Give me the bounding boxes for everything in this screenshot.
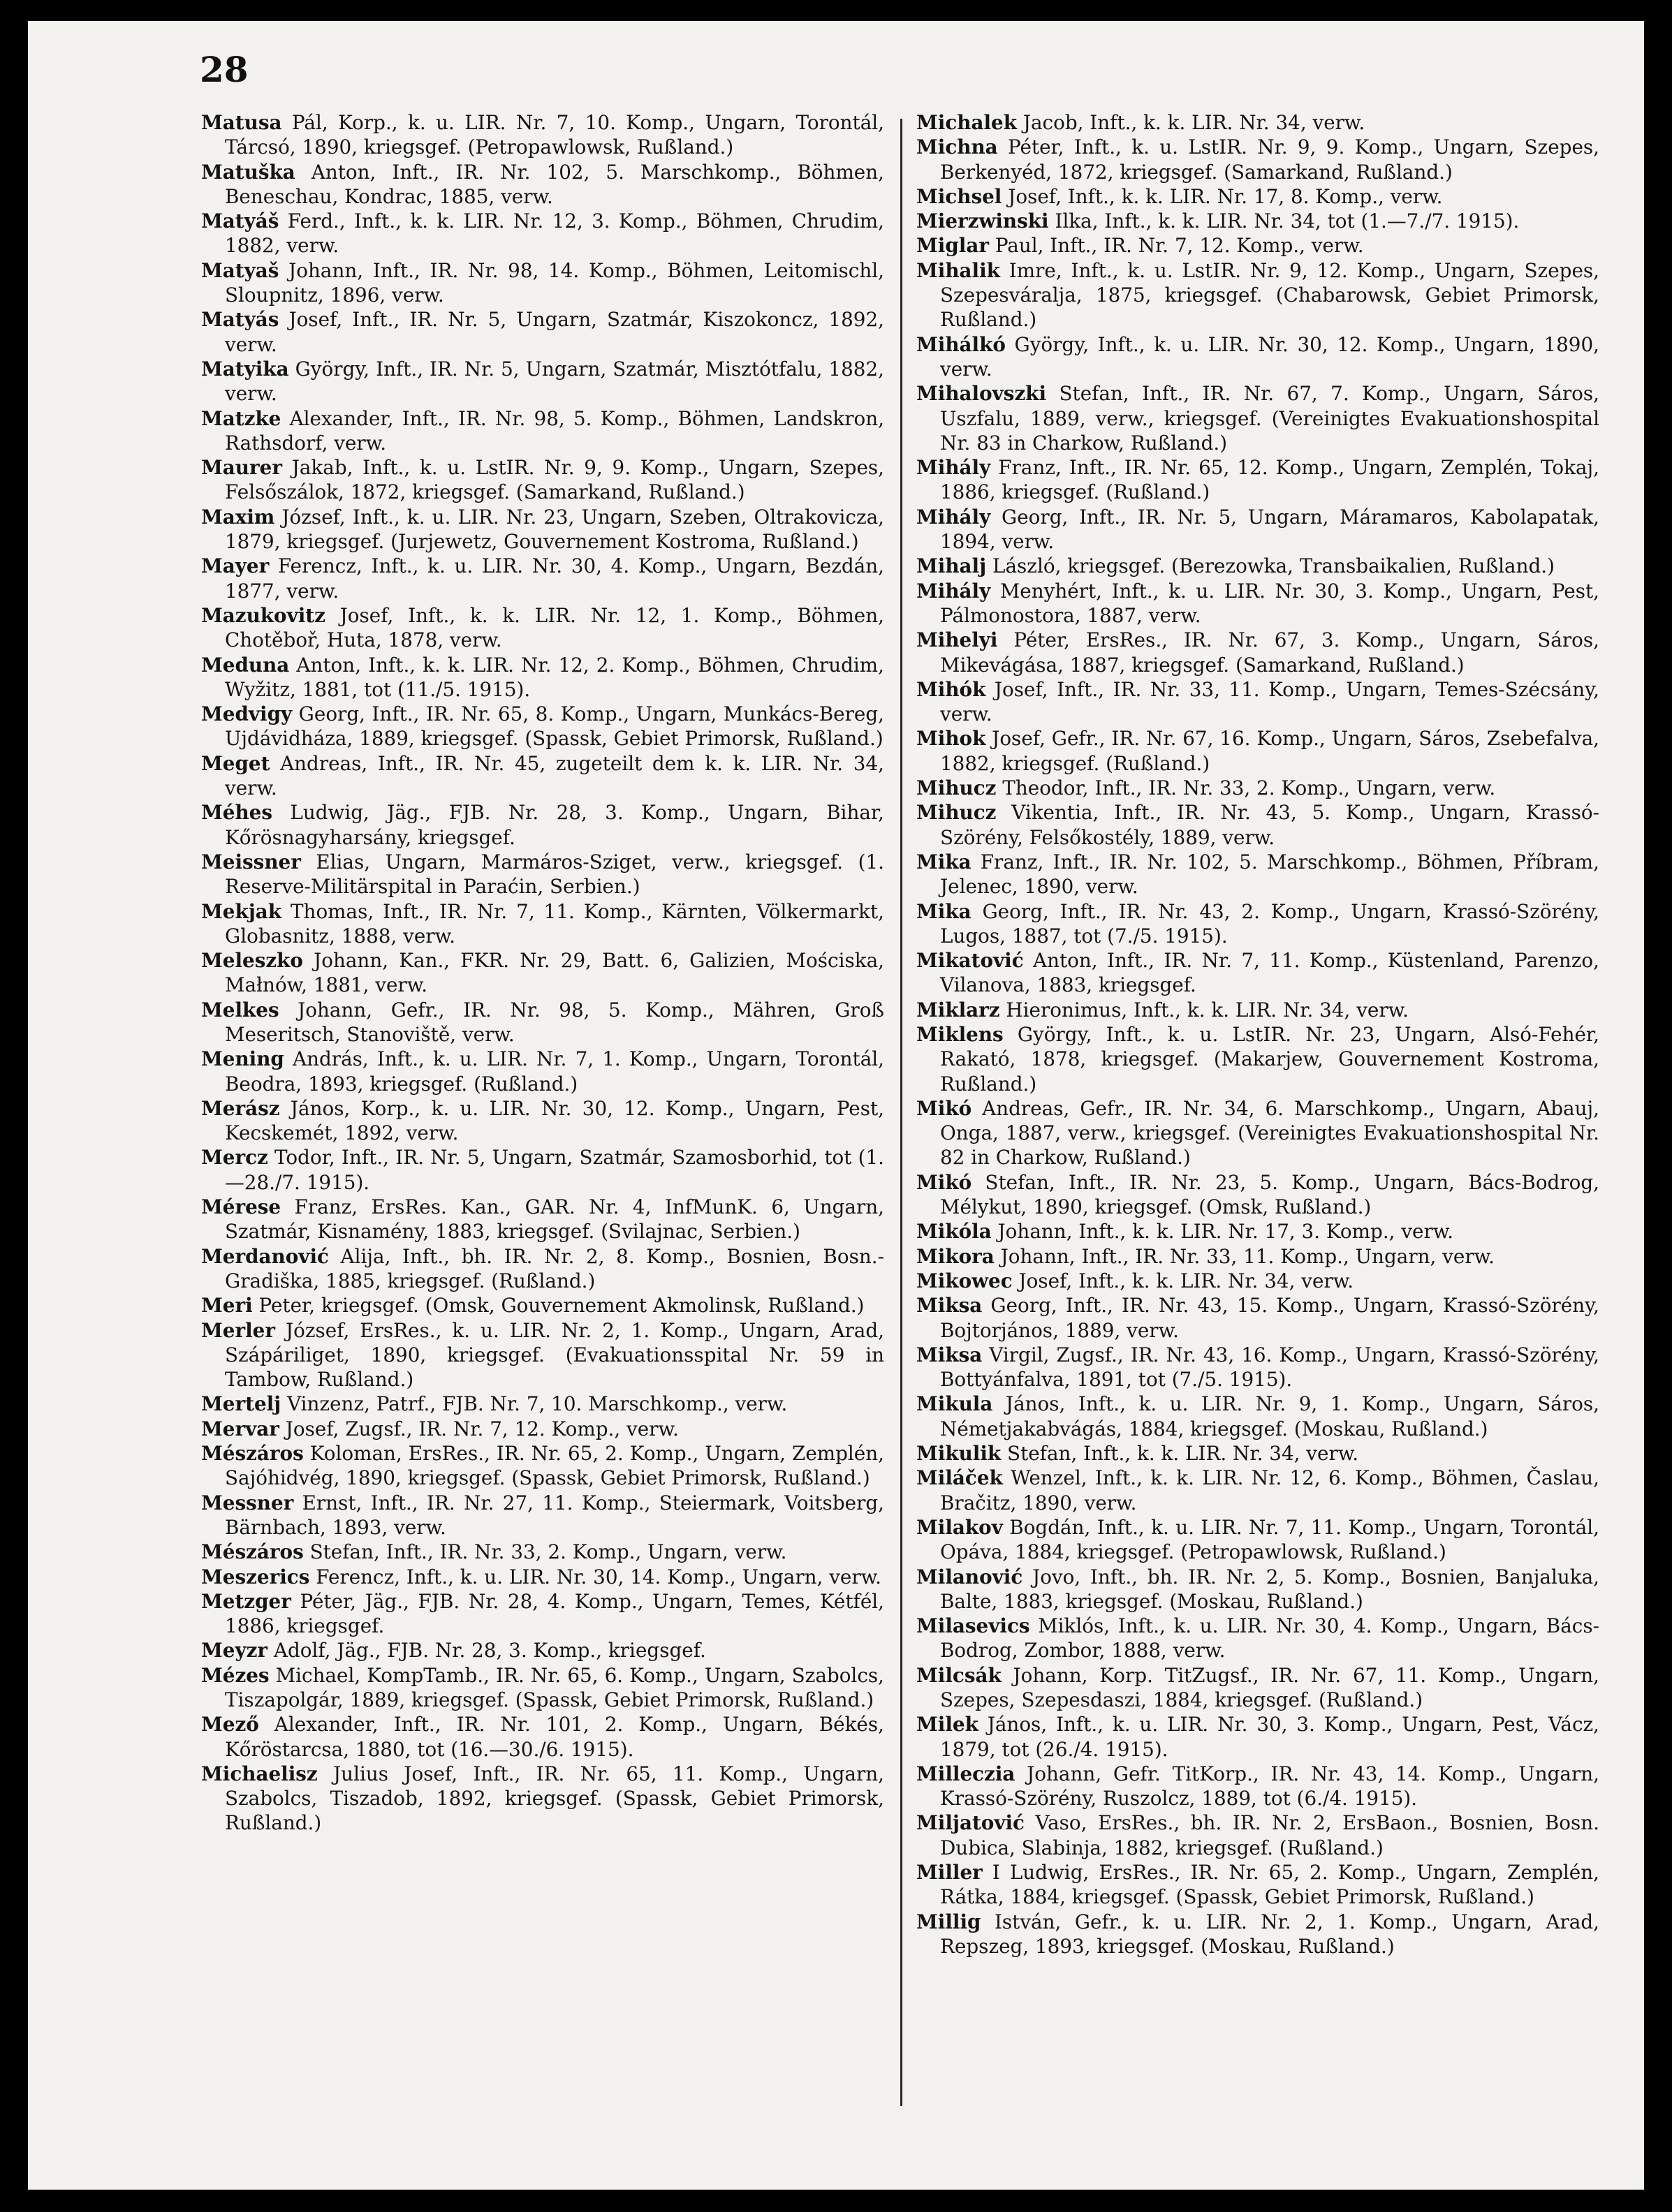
entry-surname: Miksa — [916, 1294, 983, 1318]
entry-details: Johann, Kan., FKR. Nr. 29, Batt. 6, Galizien, Mościska, Małnów, 1881, verw. — [225, 949, 884, 997]
casualty-entry — [201, 1145, 884, 1195]
entry-details: Josef, Inft., k. k. LIR. Nr. 34, verw. — [1012, 1269, 1354, 1292]
casualty-entry — [916, 1860, 1599, 1910]
entry-details: Josef, Inft., k. k. LIR. Nr. 17, 8. Komp., verw. — [1002, 184, 1443, 208]
entry-details: Péter, Inft., k. u. LstIR. Nr. 9, 9. Komp., Ungarn, Szepes, Berkenyéd, 1872, kriegsgef. (Samarkand, Rußland.) — [940, 135, 1599, 184]
entry-details: Franz, Inft., IR. Nr. 65, 12. Komp., Ungarn, Zemplén, Tokaj, 1886, kriegsgef. (Rußland.) — [940, 456, 1599, 504]
entry-details: Paul, Inft., IR. Nr. 7, 12. Komp., verw. — [988, 234, 1364, 258]
entry-surname: Mikulik — [916, 1442, 1002, 1466]
entry-surname: Matzke — [201, 406, 281, 430]
entry-surname: Mészáros — [201, 1442, 304, 1466]
casualty-entry — [201, 209, 884, 258]
entry-details: János, Korp., k. u. LIR. Nr. 30, 12. Komp., Ungarn, Pest, Kecskemét, 1892, verw. — [225, 1096, 884, 1145]
entry-details: Pál, Korp., k. u. LIR. Nr. 7, 10. Komp., Ungarn, Torontál, Tárcsó, 1890, kriegsgef. (Petropawlowsk, Rußland.) — [225, 111, 884, 159]
entry-surname: Metzger — [201, 1589, 291, 1613]
entry-surname: Mihálkó — [916, 332, 1006, 356]
entry-surname: Mihály — [916, 579, 991, 603]
casualty-entry — [916, 258, 1599, 332]
entry-details: Franz, Inft., IR. Nr. 102, 5. Marschkomp., Böhmen, Příbram, Jelenec, 1890, verw. — [940, 850, 1599, 899]
casualty-entry — [916, 1170, 1599, 1220]
entry-surname: Mertelj — [201, 1392, 281, 1416]
entry-details: I Ludwig, ErsRes., IR. Nr. 65, 2. Komp., Ungarn, Zemplén, Rátka, 1884, kriegsgef. (Spassk, Gebiet Primorsk, Rußland.) — [940, 1861, 1599, 1909]
entry-details: Anton, Inft., IR. Nr. 7, 11. Komp., Küstenland, Parenzo, Vilanova, 1883, kriegsgef. — [940, 949, 1599, 997]
casualty-entry — [916, 1663, 1599, 1713]
entry-details: Johann, Inft., IR. Nr. 33, 11. Komp., Ungarn, verw. — [994, 1244, 1495, 1268]
entry-surname: Mézes — [201, 1663, 270, 1687]
entry-details: Georg, Inft., IR. Nr. 43, 2. Komp., Ungarn, Krassó-Szörény, Lugos, 1887, tot (7./5. 1915). — [940, 899, 1599, 948]
entry-details: Koloman, ErsRes., IR. Nr. 65, 2. Komp., Ungarn, Zemplén, Sajóhidvég, 1890, kriegsgef. (Spassk, Gebiet Primorsk, Rußland.) — [225, 1442, 884, 1490]
entry-details: Imre, Inft., k. u. LstIR. Nr. 9, 12. Komp., Ungarn, Szepes, Szepesváralja, 1875, kriegsgef. (Chabarowsk, Gebiet Primorsk, Rußland.) — [940, 258, 1599, 332]
casualty-entry — [201, 653, 884, 702]
entry-details: Stefan, Inft., k. k. LIR. Nr. 34, verw. — [1001, 1442, 1359, 1466]
entry-surname: Mierzwinski — [916, 209, 1049, 233]
entry-surname: Mihok — [916, 727, 986, 751]
entry-surname: Matuška — [201, 160, 295, 184]
casualty-entry — [916, 1022, 1599, 1096]
entry-details: Ernst, Inft., IR. Nr. 27, 11. Komp., Steiermark, Voitsberg, Bärnbach, 1893, verw. — [225, 1491, 884, 1539]
entry-details: Todor, Inft., IR. Nr. 5, Ungarn, Szatmár, Szamosborhid, tot (1.—28./7. 1915). — [225, 1146, 884, 1194]
casualty-entry — [201, 1638, 884, 1662]
entry-details: Ludwig, Jäg., FJB. Nr. 28, 3. Komp., Ungarn, Bihar, Kőrösnagyharsány, kriegsgef. — [225, 801, 884, 849]
casualty-entry — [201, 1293, 884, 1318]
entry-surname: Merász — [201, 1096, 280, 1120]
casualty-entry — [201, 1589, 884, 1639]
casualty-entry — [201, 357, 884, 406]
entry-details: Josef, Inft., IR. Nr. 33, 11. Komp., Ungarn, Temes-Szécsány, verw. — [940, 677, 1599, 726]
entry-details: László, kriegsgef. (Berezowka, Transbaikalien, Rußland.) — [986, 554, 1555, 578]
casualty-entry — [916, 1811, 1599, 1860]
document-page — [28, 21, 1644, 2190]
entry-surname: Meleszko — [201, 949, 303, 973]
casualty-entry — [916, 1343, 1599, 1392]
entry-surname: Meget — [201, 751, 270, 775]
casualty-entry — [916, 800, 1599, 850]
entry-surname: Milanović — [916, 1565, 1023, 1588]
casualty-entry — [201, 998, 884, 1047]
entry-details: Georg, Inft., IR. Nr. 5, Ungarn, Máramaros, Kabolapatak, 1894, verw. — [940, 505, 1599, 554]
casualty-entry — [916, 505, 1599, 554]
entry-details: Alexander, Inft., IR. Nr. 98, 5. Komp., Böhmen, Landskron, Rathsdorf, verw. — [225, 406, 884, 455]
entry-details: Josef, Zugsf., IR. Nr. 7, 12. Komp., verw. — [279, 1417, 679, 1440]
casualty-entry — [201, 160, 884, 209]
casualty-entry — [201, 110, 884, 160]
casualty-entry — [916, 1293, 1599, 1343]
casualty-entry — [201, 455, 884, 505]
entry-surname: Miljatović — [916, 1811, 1025, 1835]
casualty-entry — [916, 1515, 1599, 1565]
casualty-entry — [916, 1269, 1599, 1293]
entry-surname: Mihelyi — [916, 628, 998, 652]
casualty-entry — [201, 1565, 884, 1589]
entry-details: József, ErsRes., k. u. LIR. Nr. 2, 1. Komp., Ungarn, Arad, Szápáriliget, 1890, kriegsgef. (Evakuationsspital Nr. 59 in Tambow, Rußland.) — [225, 1318, 884, 1392]
casualty-entry — [916, 579, 1599, 628]
casualty-entry — [201, 948, 884, 998]
entry-details: Péter, ErsRes., IR. Nr. 67, 3. Komp., Ungarn, Sáros, Mikevágása, 1887, kriegsgef. (Samarkand, Rußland.) — [940, 628, 1599, 677]
entry-surname: Mikora — [916, 1244, 995, 1268]
entry-details: Hieronimus, Inft., k. k. LIR. Nr. 34, verw. — [999, 998, 1409, 1022]
entry-details: Josef, Inft., IR. Nr. 5, Ungarn, Szatmár, Kiszokoncz, 1892, verw. — [225, 308, 884, 356]
casualty-entry — [916, 184, 1599, 209]
casualty-entry — [201, 1195, 884, 1244]
entry-surname: Michaelisz — [201, 1762, 318, 1785]
entry-surname: Meszerics — [201, 1565, 310, 1588]
entry-surname: Medvigy — [201, 702, 293, 726]
entry-surname: Meyzr — [201, 1639, 268, 1662]
entry-surname: Meri — [201, 1294, 253, 1318]
entry-surname: Mening — [201, 1047, 284, 1071]
entry-details: Andreas, Gefr., IR. Nr. 34, 6. Marschkomp., Ungarn, Abauj, Onga, 1887, verw., kriegsgef. (Vereinigtes Evakuationshospital Nr. 82 in Charkow, Rußland.) — [940, 1096, 1599, 1170]
entry-surname: Meissner — [201, 850, 301, 873]
entry-surname: Matyaš — [201, 258, 279, 282]
entry-details: István, Gefr., k. u. LIR. Nr. 2, 1. Komp., Ungarn, Arad, Repszeg, 1893, kriegsgef. (Moskau, Rußland.) — [940, 1910, 1599, 1958]
entry-details: Ilka, Inft., k. k. LIR. Nr. 34, tot (1.—7./7. 1915). — [1048, 209, 1520, 233]
entry-surname: Mayer — [201, 554, 270, 578]
entry-details: György, Inft., IR. Nr. 5, Ungarn, Szatmár, Misztótfalu, 1882, verw. — [225, 357, 884, 406]
entry-surname: Milasevics — [916, 1614, 1030, 1638]
page-number: 28 — [200, 49, 249, 90]
entry-details: Ferencz, Inft., k. u. LIR. Nr. 30, 14. Komp., Ungarn, verw. — [309, 1565, 881, 1588]
entry-details: János, Inft., k. u. LIR. Nr. 30, 3. Komp., Ungarn, Pest, Vácz, 1879, tot (26./4. 1915). — [940, 1713, 1599, 1761]
casualty-entry — [201, 603, 884, 653]
casualty-entry — [916, 233, 1599, 258]
entry-details: Vaso, ErsRes., bh. IR. Nr. 2, ErsBaon., Bosnien, Bosn. Dubica, Slabinja, 1882, kriegsgef. (Rußland.) — [940, 1811, 1599, 1859]
entry-surname: Mikó — [916, 1170, 972, 1194]
entry-surname: Milek — [916, 1713, 978, 1737]
entry-surname: Merdanović — [201, 1244, 329, 1268]
casualty-entry — [916, 1565, 1599, 1614]
casualty-entry — [916, 1096, 1599, 1170]
entry-details: Menyhért, Inft., k. u. LIR. Nr. 30, 3. Komp., Ungarn, Pest, Pálmonostora, 1887, verw. — [940, 579, 1599, 627]
entry-surname: Mika — [916, 850, 971, 873]
casualty-entry — [916, 1762, 1599, 1811]
casualty-entry — [201, 1417, 884, 1441]
entry-details: Miklós, Inft., k. u. LIR. Nr. 30, 4. Komp., Ungarn, Bács-Bodrog, Zombor, 1888, verw. — [940, 1614, 1599, 1662]
casualty-entry — [916, 455, 1599, 505]
entry-details: Bogdán, Inft., k. u. LIR. Nr. 7, 11. Komp., Ungarn, Torontál, Opáva, 1884, kriegsgef. (Petropawlowsk, Rußland.) — [940, 1515, 1599, 1564]
entry-surname: Mihucz — [916, 776, 997, 800]
entry-surname: Maxim — [201, 505, 275, 529]
entry-details: Peter, kriegsgef. (Omsk, Gouvernement Akmolinsk, Rußland.) — [252, 1294, 865, 1318]
entry-details: Wenzel, Inft., k. k. LIR. Nr. 12, 6. Komp., Böhmen, Časlau, Bračitz, 1890, verw. — [940, 1466, 1599, 1514]
casualty-entry — [201, 1318, 884, 1392]
entry-details: Jovo, Inft., bh. IR. Nr. 2, 5. Komp., Bosnien, Banjaluka, Balte, 1883, kriegsgef. (Moskau, Rußland.) — [940, 1565, 1599, 1613]
entry-details: Michael, KompTamb., IR. Nr. 65, 6. Komp., Ungarn, Szabolcs, Tiszapolgár, 1889, kriegsgef. (Spassk, Gebiet Primorsk, Rußland.) — [225, 1663, 884, 1711]
entry-surname: Mika — [916, 899, 971, 923]
entry-surname: Mihály — [916, 505, 991, 529]
entry-details: Josef, Inft., k. k. LIR. Nr. 12, 1. Komp., Böhmen, Chotěboř, Huta, 1878, verw. — [225, 603, 884, 652]
casualty-entry — [201, 1441, 884, 1491]
casualty-entry — [916, 135, 1599, 184]
right-column — [916, 110, 1599, 1959]
entry-details: Georg, Inft., IR. Nr. 65, 8. Komp., Ungarn, Munkács-Bereg, Ujdávidháza, 1889, kriegsgef. (Spassk, Gebiet Primorsk, Rußland.) — [225, 702, 884, 751]
casualty-entry — [201, 702, 884, 751]
entry-details: Johann, Gefr., IR. Nr. 98, 5. Komp., Mähren, Groß Meseritsch, Stanoviště, verw. — [225, 998, 884, 1046]
entry-details: Vinzenz, Patrf., FJB. Nr. 7, 10. Marschkomp., verw. — [281, 1392, 788, 1416]
entry-surname: Milleczia — [916, 1762, 1015, 1785]
entry-surname: Merler — [201, 1318, 275, 1342]
entry-surname: Mihalovszki — [916, 382, 1047, 406]
entry-details: Virgil, Zugsf., IR. Nr. 43, 16. Komp., Ungarn, Krassó-Szörény, Bottyánfalva, 1891, tot (7./5. 1915). — [940, 1343, 1599, 1392]
casualty-entry — [916, 1466, 1599, 1515]
entry-surname: Mihály — [916, 456, 991, 480]
entry-surname: Mercz — [201, 1146, 268, 1170]
casualty-entry — [201, 1663, 884, 1713]
casualty-entry — [916, 554, 1599, 578]
entry-details: Stefan, Inft., IR. Nr. 23, 5. Komp., Ungarn, Bács-Bodrog, Mélykut, 1890, kriegsgef. (Omsk, Rußland.) — [940, 1170, 1599, 1219]
casualty-entry — [201, 800, 884, 850]
column-divider — [900, 119, 902, 2106]
entry-surname: Matyás — [201, 308, 279, 332]
entry-surname: Mihók — [916, 677, 986, 701]
entry-surname: Melkes — [201, 998, 279, 1022]
entry-details: Theodor, Inft., IR. Nr. 33, 2. Komp., Ungarn, verw. — [996, 776, 1496, 800]
casualty-entry — [916, 1441, 1599, 1466]
entry-surname: Méhes — [201, 801, 272, 825]
entry-surname: Mikowec — [916, 1269, 1013, 1292]
entry-details: Josef, Gefr., IR. Nr. 67, 16. Komp., Ungarn, Sáros, Zsebefalva, 1882, kriegsgef. (Rußland.) — [940, 727, 1599, 775]
casualty-entry — [916, 899, 1599, 949]
casualty-entry — [916, 110, 1599, 135]
entry-details: György, Inft., k. u. LstIR. Nr. 23, Ungarn, Alsó-Fehér, Rakató, 1878, kriegsgef. (Makarjew, Gouvernement Kostroma, Rußland.) — [940, 1022, 1599, 1096]
entry-surname: Miksa — [916, 1343, 983, 1366]
casualty-entry — [201, 1762, 884, 1836]
entry-details: Thomas, Inft., IR. Nr. 7, 11. Komp., Kärnten, Völkermarkt, Globasnitz, 1888, verw. — [225, 899, 884, 948]
entry-surname: Mekjak — [201, 899, 282, 923]
casualty-entry — [201, 1047, 884, 1096]
casualty-entry — [201, 1712, 884, 1762]
entry-surname: Meduna — [201, 653, 290, 677]
entry-details: Adolf, Jäg., FJB. Nr. 28, 3. Komp., kriegsgef. — [267, 1639, 706, 1662]
entry-details: Johann, Inft., k. k. LIR. Nr. 17, 3. Komp., verw. — [991, 1220, 1454, 1244]
casualty-entry — [201, 1392, 884, 1416]
entry-surname: Matyika — [201, 357, 289, 381]
entry-details: Georg, Inft., IR. Nr. 43, 15. Komp., Ungarn, Krassó-Szörény, Bojtorjános, 1889, verw. — [940, 1294, 1599, 1342]
casualty-entry — [201, 899, 884, 949]
entry-details: Julius Josef, Inft., IR. Nr. 65, 11. Komp., Ungarn, Szabolcs, Tiszadob, 1892, kriegsgef. (Spassk, Gebiet Primorsk, Rußland.) — [225, 1762, 884, 1835]
casualty-entry — [916, 948, 1599, 998]
entry-surname: Millig — [916, 1910, 981, 1933]
entry-details: Ferd., Inft., k. k. LIR. Nr. 12, 3. Komp., Böhmen, Chrudim, 1882, verw. — [225, 209, 884, 258]
entry-details: Johann, Gefr. TitKorp., IR. Nr. 43, 14. Komp., Ungarn, Krassó-Szörény, Ruszolcz, 1889, tot (6./4. 1915). — [940, 1762, 1599, 1811]
casualty-entry — [201, 554, 884, 603]
casualty-entry — [916, 1244, 1599, 1269]
entry-surname: Miklarz — [916, 998, 1000, 1022]
entry-surname: Miller — [916, 1861, 983, 1885]
casualty-entry — [916, 850, 1599, 899]
entry-surname: Mészáros — [201, 1540, 304, 1564]
entry-details: Anton, Inft., IR. Nr. 102, 5. Marschkomp., Böhmen, Beneschau, Kondrac, 1885, verw. — [225, 160, 884, 208]
casualty-entry — [916, 1910, 1599, 1959]
entry-details: Anton, Inft., k. k. LIR. Nr. 12, 2. Komp., Böhmen, Chrudim, Wyžitz, 1881, tot (11./5. 1915). — [225, 653, 884, 701]
entry-surname: Mervar — [201, 1417, 279, 1440]
entry-surname: Mikula — [916, 1392, 993, 1416]
entry-details: Alija, Inft., bh. IR. Nr. 2, 8. Komp., Bosnien, Bosn.-Gradiška, 1885, kriegsgef. (Rußland.) — [225, 1244, 884, 1292]
entry-surname: Miglar — [916, 234, 989, 258]
casualty-entry — [201, 505, 884, 554]
entry-surname: Michna — [916, 135, 998, 159]
entry-details: Andreas, Inft., IR. Nr. 45, zugeteilt dem k. k. LIR. Nr. 34, verw. — [225, 751, 884, 800]
entry-details: Franz, ErsRes. Kan., GAR. Nr. 4, InfMunK. 6, Ungarn, Szatmár, Kisnamény, 1883, kriegsgef. (Svilajnac, Serbien.) — [225, 1195, 884, 1244]
entry-details: Elias, Ungarn, Marmáros-Sziget, verw., kriegsgef. (1. Reserve-Militärspital in Paraćin, Serbien.) — [225, 850, 884, 899]
entry-surname: Mazukovitz — [201, 603, 325, 627]
entry-details: János, Inft., k. u. LIR. Nr. 9, 1. Komp., Ungarn, Sáros, Németjakabvágás, 1884, kriegsgef. (Moskau, Rußland.) — [940, 1392, 1599, 1440]
entry-surname: Maurer — [201, 456, 282, 480]
left-column — [201, 110, 884, 1836]
entry-details: Stefan, Inft., IR. Nr. 33, 2. Komp., Ungarn, verw. — [303, 1540, 787, 1564]
casualty-entry — [916, 726, 1599, 776]
entry-surname: Matusa — [201, 111, 282, 134]
casualty-entry — [916, 209, 1599, 233]
entry-surname: Mihalik — [916, 258, 1000, 282]
entry-details: Johann, Korp. TitZugsf., IR. Nr. 67, 11. Komp., Ungarn, Szepes, Szepesdaszi, 1884, kriegsgef. (Rußland.) — [940, 1663, 1599, 1711]
casualty-entry — [916, 628, 1599, 677]
entry-surname: Mikó — [916, 1096, 972, 1120]
casualty-entry — [916, 381, 1599, 455]
casualty-entry — [201, 850, 884, 899]
casualty-entry — [916, 998, 1599, 1022]
entry-details: Johann, Inft., IR. Nr. 98, 14. Komp., Böhmen, Leitomischl, Sloupnitz, 1896, verw. — [225, 258, 884, 307]
casualty-entry — [201, 406, 884, 456]
casualty-entry — [201, 1491, 884, 1540]
casualty-entry — [916, 1219, 1599, 1244]
entry-details: Ferencz, Inft., k. u. LIR. Nr. 30, 4. Komp., Ungarn, Bezdán, 1877, verw. — [225, 554, 884, 603]
entry-details: József, Inft., k. u. LIR. Nr. 23, Ungarn, Szeben, Oltrakovicza, 1879, kriegsgef. (Jurjewetz, Gouvernement Kostroma, Rußland.) — [225, 505, 884, 554]
casualty-entry — [201, 1096, 884, 1146]
entry-details: Péter, Jäg., FJB. Nr. 28, 4. Komp., Ungarn, Temes, Kétfél, 1886, kriegsgef. — [225, 1589, 884, 1638]
casualty-entry — [916, 677, 1599, 727]
entry-surname: Michalek — [916, 111, 1017, 134]
entry-surname: Mező — [201, 1713, 259, 1737]
casualty-entry — [916, 332, 1599, 382]
entry-details: György, Inft., k. u. LIR. Nr. 30, 12. Komp., Ungarn, 1890, verw. — [940, 332, 1599, 381]
entry-surname: Milakov — [916, 1515, 1003, 1539]
entry-surname: Mikóla — [916, 1220, 992, 1244]
entry-details: András, Inft., k. u. LIR. Nr. 7, 1. Komp., Ungarn, Torontál, Beodra, 1893, kriegsgef. (Rußland.) — [225, 1047, 884, 1096]
entry-surname: Miláček — [916, 1466, 1003, 1490]
entry-details: Vikentia, Inft., IR. Nr. 43, 5. Komp., Ungarn, Krassó-Szörény, Felsőkostély, 1889, verw. — [940, 801, 1599, 849]
entry-details: Stefan, Inft., IR. Nr. 67, 7. Komp., Ungarn, Sáros, Uszfalu, 1889, verw., kriegsgef. (Vereinigtes Evakuationshospital Nr. 83 in Charkow, Rußland.) — [940, 382, 1599, 455]
casualty-entry — [916, 1392, 1599, 1441]
entry-surname: Mihalj — [916, 554, 987, 578]
casualty-entry — [916, 1712, 1599, 1762]
casualty-entry — [201, 1244, 884, 1294]
casualty-entry — [201, 1540, 884, 1564]
casualty-entry — [201, 751, 884, 801]
entry-surname: Milcsák — [916, 1663, 1002, 1687]
entry-details: Jakab, Inft., k. u. LstIR. Nr. 9, 9. Komp., Ungarn, Szepes, Felsőszálok, 1872, kriegsgef. (Samarkand, Rußland.) — [225, 456, 884, 504]
entry-surname: Matyáš — [201, 209, 279, 233]
casualty-entry — [916, 776, 1599, 800]
entry-surname: Miklens — [916, 1022, 1004, 1046]
entry-surname: Mikatović — [916, 949, 1024, 973]
entry-surname: Michsel — [916, 184, 1002, 208]
entry-surname: Mérese — [201, 1195, 281, 1219]
entry-details: Jacob, Inft., k. k. LIR. Nr. 34, verw. — [1016, 111, 1365, 134]
casualty-entry — [916, 1614, 1599, 1663]
entry-surname: Mihucz — [916, 801, 997, 825]
entry-details: Alexander, Inft., IR. Nr. 101, 2. Komp., Ungarn, Békés, Kőröstarcsa, 1880, tot (16.—30./6. 1915). — [225, 1713, 884, 1761]
casualty-entry — [201, 307, 884, 357]
casualty-entry — [201, 258, 884, 308]
entry-surname: Messner — [201, 1491, 294, 1514]
